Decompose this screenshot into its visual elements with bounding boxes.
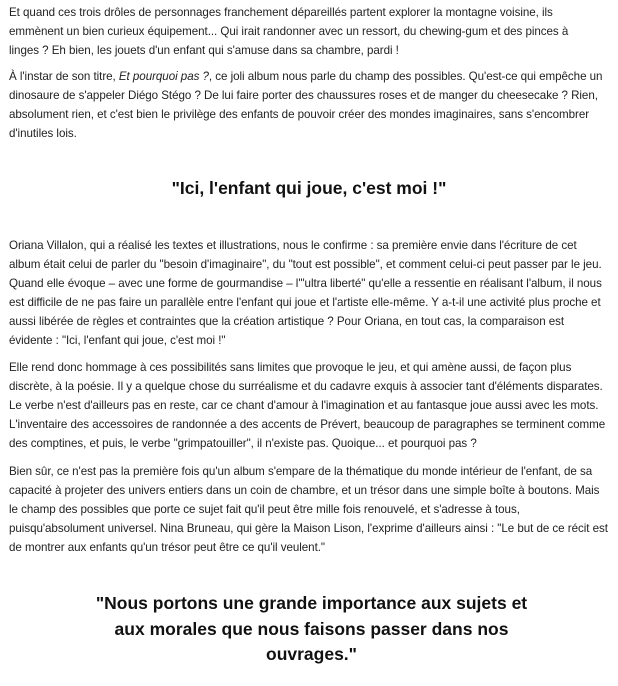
paragraph-text: À l'instar de son titre, (9, 70, 119, 83)
paragraph-text: , ce joli album nous parle du champ des possibles. Qu'est-ce qui empêche un dinosaure de s'appeler Diégo Stégo ? De lui faire porter des chaussures roses et de manger du cheesecake ? Rien, absolument rien, et c'est bien le privilège des enfants de pouvoir créer des mondes imaginaires, sans s'encombrer d'inutiles lois. (9, 70, 603, 140)
book-title: Et pourquoi pas ? (118, 70, 209, 83)
article-paragraph: Bien sûr, ce n'est pas la première fois qu'un album s'empare de la thématique du monde intérieur de l'enfant, de sa capacité à projeter des univers entiers dans un coin de chambre, et un trésor dans une simple boîte à boutons. Mais le champ des possibles que porte ce sujet fait qu'il peut être mille fois renouvelé, et s'adresse à tous, puisqu'absolument universel. Nina Bruneau, qui gère la Maison Lison, l'exprime d'ailleurs ainsi : "Le but de ce récit est de montrer aux enfants qu'un trésor peut être ce qu'il veulent." (9, 465, 608, 554)
article-paragraph: Et quand ces trois drôles de personnages franchement dépareillés partent explorer la montagne voisine, ils emmènent un bien curieux équipement... Qui irait randonner avec un ressort, du chewing-gum et des pinces à linges ? Eh bien, les jouets d'un enfant qui s'amuse dans sa chambre, pardi ! (9, 6, 569, 57)
pull-quote: "Nous portons une grande importance aux sujets et aux morales que nous faisons passer dans nos ouvrages." (95, 593, 528, 664)
article-paragraph: Elle rend donc hommage à ces possibilités sans limites que provoque le jeu, et qui amène aussi, de façon plus discrète, à la poésie. Il y a quelque chose du surréalisme et du cadavre exquis à associer tant d'éléments disparates. Le verbe n'est d'ailleurs pas en reste, car ce chant d'amour à l'imagination et au fantasque joue aussi avec les mots. L'inventaire des accessoires de randonnée a des accents de Prévert, beaucoup de paragraphes se terminent comme des comptines, et puis, le verbe "grimpatouiller", il n'existe pas. Quoique... et pourquoi pas ? (9, 361, 606, 450)
article-paragraph: Oriana Villalon, qui a réalisé les textes et illustrations, nous le confirme : sa première envie dans l'écriture de cet album était celui de parler du "besoin d'imaginaire", du "tout est possible", et comment celui-ci peut passer par le jeu. Quand elle évoque – avec une forme de gourmandise – l'"ultra liberté" qu'elle a ressentie en réalisant l'album, il nous est difficile de ne pas faire un parallèle entre l'enfant qui joue et l'artiste elle-même. Y a-t-il une activité plus proche et aussi libérée de règles et contraintes que la création artistique ? Pour Oriana, en tout cas, la comparaison est évidente : "Ici, l'enfant qui joue, c'est moi !" (9, 239, 602, 347)
article-paragraph (9, 67, 609, 143)
pull-quote: "Ici, l'enfant qui joue, c'est moi !" (171, 178, 447, 198)
